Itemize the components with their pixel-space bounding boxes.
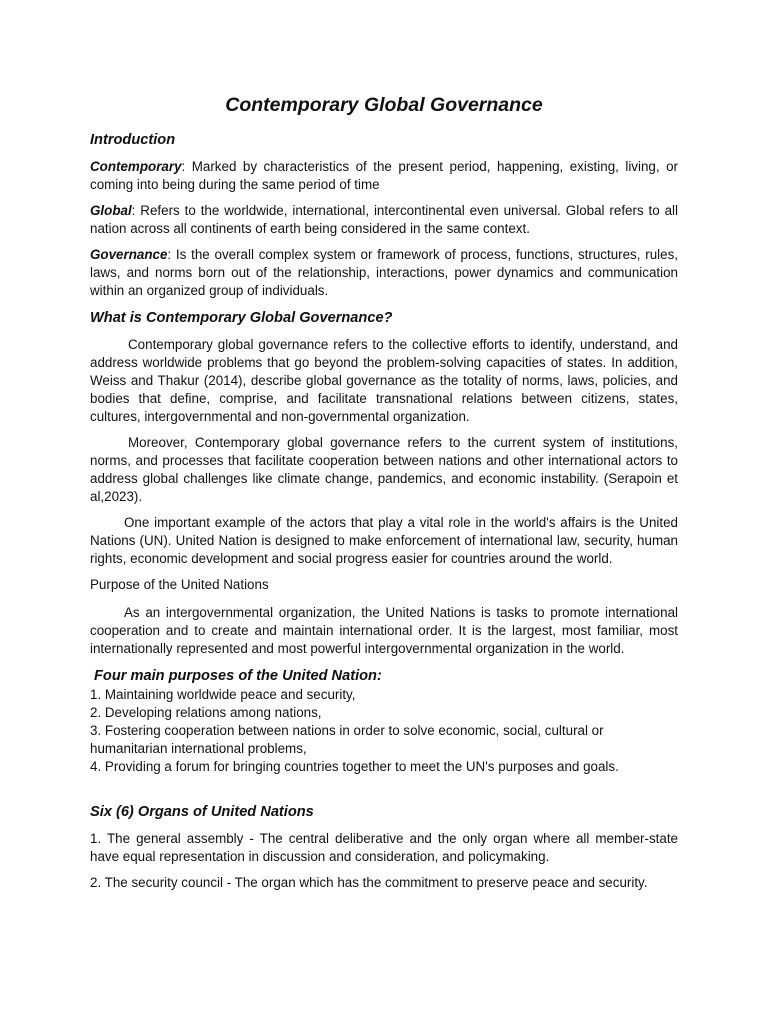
- body-paragraph: Contemporary global governance refers to the collective efforts to identify, understand, and address worldwide problems that go beyond the problem-solving capacities of states. In addition, Weiss and Thakur (2014), describe global governance as the totality of norms, laws, policies, and bodies that define, comprise, and facilitate transnational relations between citizens, states, cultures, intergovernmental and non-governmental organization.: [90, 337, 678, 424]
- purposes-list: [90, 686, 678, 776]
- definition-term: Global: [90, 203, 132, 218]
- body-paragraph: One important example of the actors that play a vital role in the world's affairs is the United Nations (UN). United Nation is designed to make enforcement of international law, security, human rights, economic development and social progress easier for countries around the world.: [90, 515, 678, 566]
- four-purposes-heading: Four main purposes of the United Nation:: [94, 668, 382, 684]
- definition-term: Contemporary: [90, 159, 182, 174]
- list-item: 1. Maintaining worldwide peace and security,: [90, 687, 356, 702]
- what-is-heading: What is Contemporary Global Governance?: [90, 310, 393, 326]
- body-paragraph: Moreover, Contemporary global governance refers to the current system of institutions, norms, and processes that facilitate cooperation between nations and other international actors to address global challenges like climate change, pandemics, and economic instability. (Serapoin et al,2023).: [90, 435, 678, 504]
- definition-text: : Is the overall complex system or framework of process, functions, structures, rules, laws, and norms born out of the relationship, interactions, power dynamics and communication within an organized group of individuals.: [90, 247, 678, 298]
- spacer: [90, 776, 678, 802]
- document-title: Contemporary Global Governance: [225, 94, 543, 116]
- purpose-label: Purpose of the United Nations: [90, 577, 269, 592]
- organ-item: 2. The security council - The organ which has the commitment to preserve peace and security.: [90, 875, 648, 890]
- definition-term: Governance: [90, 247, 168, 262]
- introduction-heading: Introduction: [90, 132, 176, 148]
- definition-global: [90, 202, 678, 238]
- document-page: [90, 92, 678, 900]
- six-organs-heading: Six (6) Organs of United Nations: [90, 804, 314, 820]
- list-item: 2. Developing relations among nations,: [90, 705, 322, 720]
- organ-item: 1. The general assembly - The central deliberative and the only organ where all member-state have equal representation in discussion and consideration, and policymaking.: [90, 831, 678, 864]
- list-item: 3. Fostering cooperation between nations in order to solve economic, social, cultural or humanitarian international problems,: [90, 723, 604, 756]
- purpose-paragraph: As an intergovernmental organization, the United Nations is tasks to promote international cooperation and to create and maintain international order. It is the largest, most familiar, most internationally represented and most powerful intergovernmental organization in the world.: [90, 605, 678, 656]
- definition-text: : Refers to the worldwide, international, intercontinental even universal. Global refers to all nation across all continents of earth being considered in the same context.: [90, 203, 678, 236]
- definition-contemporary: [90, 158, 678, 194]
- definition-text: : Marked by characteristics of the present period, happening, existing, living, or coming into being during the same period of time: [90, 159, 678, 192]
- list-item: 4. Providing a forum for bringing countries together to meet the UN's purposes and goals.: [90, 759, 619, 774]
- definition-governance: [90, 246, 678, 300]
